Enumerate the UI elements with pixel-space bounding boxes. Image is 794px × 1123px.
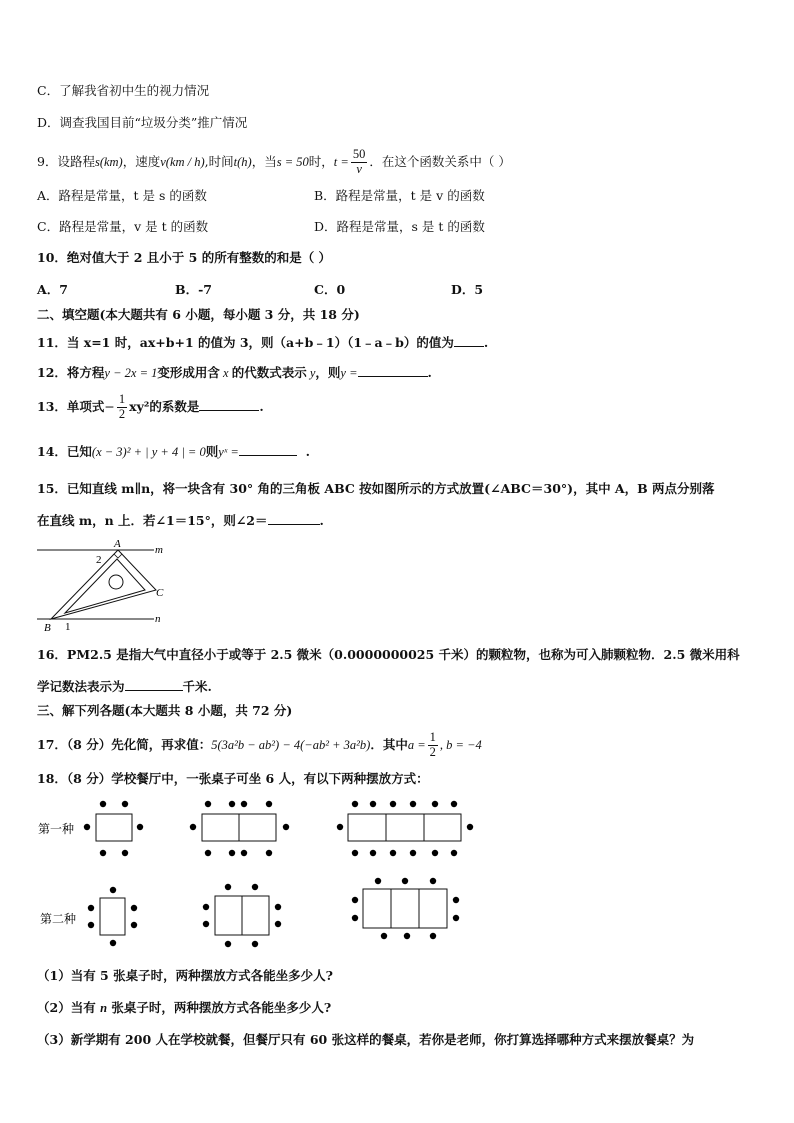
triangle-hole	[109, 575, 123, 589]
q9-stem	[37, 148, 511, 177]
q16-line2-post: 千米.	[182, 679, 212, 694]
q16-blank	[125, 678, 183, 691]
q12-mid: 变形成用含	[157, 365, 220, 380]
q9-option-a: A．路程是常量，t 是 s 的函数	[37, 188, 207, 203]
q9-mid3: ，当	[251, 153, 277, 169]
q14-pow: yˣ =	[218, 445, 239, 459]
label-angle-2: 2	[96, 554, 102, 566]
q9-t-eq: t =	[333, 154, 349, 169]
q11-blank	[454, 334, 484, 347]
q11-text: 11．当 x=1 时，ax+b+1 的值为 3，则（a+b﹣1）（1﹣a﹣b）的值为	[37, 335, 454, 350]
second-two-tables	[203, 884, 281, 947]
second-one-table	[88, 887, 137, 946]
q16-line1: 16．PM2.5 是指大气中直径小于或等于 2.5 微米（0.0000000025 千米）的颗粒物，也称为可入肺颗粒物．2.5 微米用科	[37, 647, 740, 662]
q9-mid2: ,时间	[204, 153, 234, 169]
q18-sub1: （1）当有 5 张桌子时，两种摆放方式各能坐多少人?	[37, 968, 333, 983]
q9-mid4: 时，	[308, 153, 334, 169]
q8-option-c: C．了解我省初中生的视力情况	[37, 83, 210, 98]
q14-pre: 14．已知	[37, 444, 92, 459]
q12: 12．将方程y − 2x = 1变形成用含 x 的代数式表示 y，则y = .	[37, 365, 432, 380]
q9-post: ．在这个函数关系中（ ）	[369, 153, 511, 169]
q10-stem: 10．绝对值大于 2 且小于 5 的所有整数的和是（ ）	[37, 250, 332, 265]
q9-option-c: C．路程是常量，v 是 t 的函数	[37, 219, 209, 234]
q12-pre: 12．将方程	[37, 365, 105, 380]
q18-sub2	[37, 1000, 331, 1016]
q15-blank	[268, 512, 320, 525]
q9-frac-num: 50	[352, 147, 366, 161]
q14-expr: (x − 3)² + | y + 4 | = 0	[91, 445, 206, 459]
q10-option-a: A．7	[37, 282, 68, 297]
q17-pre: 17．（8 分）先化简，再求值：	[37, 736, 212, 752]
q8-option-d: D．调查我国目前“垃圾分类”推广情况	[37, 115, 248, 130]
q13-frac-num: 1	[118, 392, 126, 406]
q16-line2	[37, 678, 212, 694]
q12-var2: y	[309, 366, 316, 380]
q14	[37, 443, 310, 460]
q17-expr: 5(3a²b − ab²) − 4(−ab² + 3a²b)	[211, 737, 371, 752]
q17-a-eq: a =	[407, 737, 426, 752]
section-3-heading: 三、解下列各题(本大题共 8 小题，共 72 分)	[37, 703, 293, 718]
q9-v: v(km / h)	[160, 154, 205, 169]
q12-eq: y − 2x = 1	[104, 366, 158, 380]
label-n: n	[155, 613, 161, 625]
q9-option-d: D．路程是常量，s 是 t 的函数	[314, 219, 485, 234]
q16-line2-pre: 学记数法表示为	[37, 679, 125, 694]
q18-sub2-pre: （2）当有	[37, 1000, 96, 1015]
first-two-tables	[190, 801, 289, 856]
q10-option-d: D．5	[451, 282, 484, 297]
q17-frac-den: 2	[429, 744, 436, 759]
second-three-tables	[352, 878, 459, 939]
q9-s: s(km)	[94, 154, 123, 169]
q12-mid2: 的代数式表示	[231, 365, 307, 380]
q9-mid1: ，速度	[122, 153, 161, 169]
q13-blank	[199, 398, 259, 411]
q13: 13．单项式− $\frac{1}{2}$ xy²的系数是 .	[37, 392, 264, 421]
q10-option-c: C．0	[314, 282, 346, 297]
q9-fraction	[351, 148, 368, 177]
label-a: A	[114, 538, 121, 550]
q9-option-b: B．路程是常量，t 是 v 的函数	[314, 188, 485, 203]
label-first-arrangement: 第一种	[38, 822, 75, 836]
q12-ans: y =	[340, 366, 358, 380]
right-angle-mark	[114, 554, 122, 558]
q13-fraction	[117, 393, 127, 422]
first-one-table	[84, 801, 143, 856]
q10-option-b: B．-7	[175, 282, 212, 297]
q17-mid: ．其中	[370, 736, 408, 752]
q9-pre: 9．设路程	[37, 153, 95, 169]
label-second-arrangement: 第二种	[40, 912, 77, 926]
q17-frac-num: 1	[429, 730, 436, 744]
q17-b-eq: , b = −4	[439, 737, 482, 752]
q13-monomial: xy²	[129, 398, 150, 414]
q11: 11．当 x=1 时，ax+b+1 的值为 3，则（a+b﹣1）（1﹣a﹣b）的值为 .	[37, 335, 489, 350]
q18-table-figure	[30, 795, 480, 955]
q18-sub2-post: 张桌子时，两种摆放方式各能坐多少人?	[111, 1000, 332, 1015]
q18-sub2-var: n	[100, 1001, 108, 1015]
q18-stem: 18．（8 分）学校餐厅中，一张桌子可坐 6 人，有以下两种摆放方式：	[37, 771, 429, 786]
q13-minus: −	[104, 398, 115, 414]
label-angle-1: 1	[65, 621, 71, 633]
label-c: C	[156, 587, 164, 599]
q17	[37, 731, 482, 760]
q14-post: .	[305, 444, 310, 459]
q14-blank	[239, 443, 297, 456]
q12-blank	[358, 364, 428, 377]
q13-frac-den: 2	[118, 406, 126, 421]
triangle-inner	[65, 559, 145, 613]
q12-var: x	[223, 366, 229, 380]
q15-line1: 15．已知直线 m∥n，将一块含有 30° 角的三角板 ABC 按如图所示的方式放置(∠ABC＝30°)，其中 A，B 两点分别落	[37, 481, 715, 496]
q9-t: t(h)	[233, 154, 252, 169]
section-2-heading: 二、填空题(本大题共有 6 小题，每小题 3 分，共 18 分)	[37, 307, 360, 322]
q17-fraction	[428, 731, 438, 760]
q9-cond: s = 50	[276, 154, 309, 169]
q15-line2: 在直线 m，n 上．若∠1＝15°，则∠2＝ .	[37, 513, 324, 528]
q13-pre: 13．单项式	[37, 398, 105, 414]
q18-sub3: （3）新学期有 200 人在学校就餐，但餐厅只有 60 张这样的餐桌，若你是老师，你打算选择哪种方式来摆放餐桌？为	[37, 1032, 695, 1047]
q9-frac-den: v	[356, 161, 362, 176]
q14-mid: 则	[205, 444, 219, 459]
first-three-tables	[337, 801, 473, 856]
q15-line2-text: 在直线 m，n 上．若∠1＝15°，则∠2＝	[37, 513, 268, 528]
q13-post: 的系数是	[149, 398, 200, 414]
label-m: m	[155, 544, 163, 556]
label-b: B	[44, 622, 51, 634]
q12-post: ，则	[315, 365, 341, 380]
q15-figure	[34, 538, 174, 634]
